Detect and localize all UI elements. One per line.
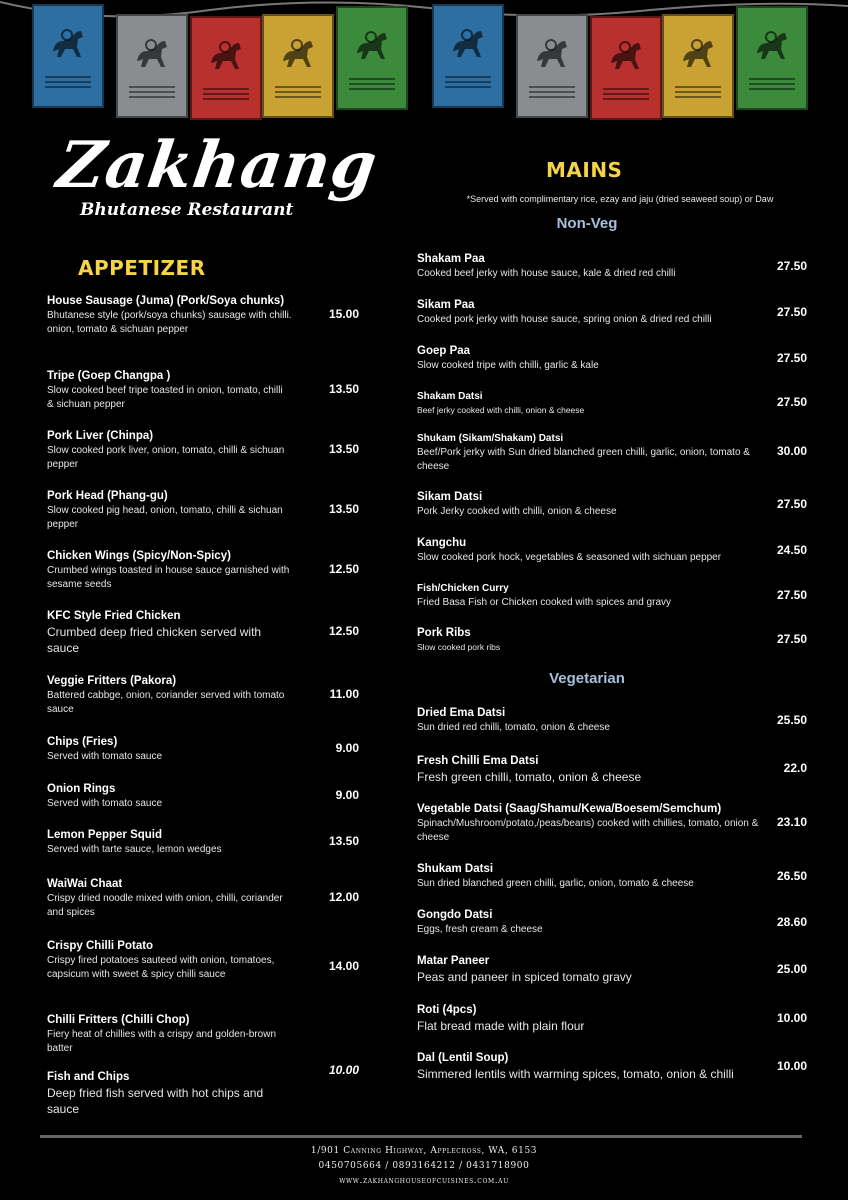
menu-item-description: Fried Basa Fish or Chicken cooked with spices and gravy [417, 597, 672, 608]
flag-text-lines [275, 83, 321, 101]
menu-item-description: Deep fried fish served with hot chips and sauce [47, 1086, 264, 1116]
footer-divider [40, 1135, 802, 1138]
flag-text-lines [529, 83, 575, 101]
menu-item-price: 15.00 [328, 307, 359, 321]
menu-item-price: 9.00 [335, 741, 359, 755]
menu-item-name: Chilli Fritters (Chilli Chop) [47, 1014, 190, 1026]
menu-item-price: 23.10 [776, 815, 807, 829]
prayer-flag [590, 16, 662, 120]
menu-item [417, 490, 762, 519]
menu-item [417, 908, 762, 937]
menu-item-price: 27.50 [776, 588, 807, 602]
menu-item-price: 26.50 [776, 869, 807, 883]
menu-item [417, 754, 762, 785]
horse-icon [203, 33, 249, 79]
menu-item-price: 27.50 [776, 632, 807, 646]
menu-item-price: 13.50 [328, 442, 359, 456]
menu-item-description: Crispy fired potatoes sauteed with onion, tomatoes, capsicum with sweet & spicy chilli sauce [47, 955, 275, 980]
menu-item-description: Crispy dried noodle mixed with onion, chilli, coriander and spices [47, 893, 283, 918]
menu-item-price: 10.00 [328, 1063, 359, 1077]
menu-item-name: Shukam (Sikam/Shakam) Datsi [417, 433, 564, 444]
horse-icon [129, 31, 175, 77]
mains-heading: MAINS [546, 158, 623, 182]
menu-item [417, 802, 762, 845]
menu-item-price: 12.50 [328, 624, 359, 638]
menu-item-description: Peas and paneer in spiced tomato gravy [417, 970, 632, 984]
menu-item-description: Slow cooked pig head, onion, tomato, chilli & sichuan pepper [47, 505, 283, 530]
menu-item-price: 27.50 [776, 395, 807, 409]
footer-website: www.zakhanghouseofcuisines.com.au [339, 1176, 509, 1186]
restaurant-logo [50, 128, 383, 228]
flag-text-lines [675, 83, 721, 101]
menu-item-price: 25.50 [776, 713, 807, 727]
menu-item-description: Beef jerky cooked with chilli, onion & cheese [417, 405, 585, 415]
menu-item-name: Tripe (Goep Changpa ) [47, 370, 171, 382]
menu-item [417, 252, 762, 281]
menu-item-name: KFC Style Fried Chicken [47, 610, 181, 622]
menu-item [47, 549, 292, 592]
menu-item [417, 954, 762, 985]
logo-subtitle: Bhutanese Restaurant [80, 200, 294, 220]
menu-item-price: 10.00 [776, 1059, 807, 1073]
menu-item [47, 674, 292, 717]
menu-item-name: Goep Paa [417, 345, 471, 357]
prayer-flag [262, 14, 334, 118]
menu-item-description: Battered cabbge, onion, coriander served with tomato sauce [47, 690, 285, 715]
footer-address: 1/901 Canning Highway, Applecross, WA, 6153 [310, 1146, 538, 1156]
menu-item [47, 489, 292, 532]
menu-item-description: Simmered lentils with warming spices, tomato, onion & chilli [417, 1067, 734, 1081]
menu-item-name: House Sausage (Juma) (Pork/Soya chunks) [47, 295, 285, 307]
menu-item-description: Cooked beef jerky with house sauce, kale & dried red chilli [417, 268, 676, 279]
menu-item-name: Lemon Pepper Squid [47, 829, 163, 841]
menu-item-name: Chips (Fries) [47, 736, 118, 748]
nonveg-heading: Non-Veg [556, 215, 618, 232]
prayer-flag [190, 16, 262, 120]
menu-item-description: Slow cooked pork hock, vegetables & seasoned with sichuan pepper [417, 552, 722, 563]
horse-icon [275, 31, 321, 77]
menu-item [47, 369, 292, 412]
menu-item-name: Crispy Chilli Potato [47, 940, 154, 952]
menu-item-price: 27.50 [776, 305, 807, 319]
menu-item-name: Fresh Chilli Ema Datsi [417, 755, 539, 767]
horse-icon [45, 21, 91, 67]
menu-item-description: Served with tomato sauce [47, 798, 163, 809]
menu-item [417, 706, 762, 735]
flag-text-lines [349, 75, 395, 93]
menu-item-description: Pork Jerky cooked with chilli, onion & cheese [417, 506, 617, 517]
menu-item [417, 1003, 762, 1034]
menu-item-name: Gongdo Datsi [417, 909, 493, 921]
menu-item [47, 828, 292, 857]
prayer-flag [736, 6, 808, 110]
menu-item-name: Fish and Chips [47, 1071, 130, 1083]
menu-item-description: Crumbed deep fried chicken served with sauce [47, 625, 262, 655]
footer-phones: 0450705664 / 0893164212 / 0431718900 [318, 1161, 530, 1171]
menu-item-price: 28.60 [776, 915, 807, 929]
menu-item [417, 1051, 762, 1082]
menu-item-price: 10.00 [776, 1011, 807, 1025]
menu-item [47, 294, 292, 337]
horse-icon [445, 21, 491, 67]
menu-item [47, 429, 292, 472]
horse-icon [529, 31, 575, 77]
menu-item-name: WaiWai Chaat [47, 878, 123, 890]
menu-item-description: Eggs, fresh cream & cheese [417, 924, 543, 935]
menu-item-price: 30.00 [776, 444, 807, 458]
menu-item [47, 877, 292, 920]
prayer-flag [432, 4, 504, 108]
menu-item-name: Sikam Datsi [417, 491, 483, 503]
menu-item-name: Roti (4pcs) [417, 1004, 477, 1016]
menu-item-price: 27.50 [776, 497, 807, 511]
menu-item [47, 735, 292, 764]
prayer-flag [516, 14, 588, 118]
menu-item [417, 344, 762, 373]
menu-item-name: Pork Liver (Chinpa) [47, 430, 154, 442]
menu-item-name: Veggie Fritters (Pakora) [47, 675, 177, 687]
menu-item-price: 27.50 [776, 351, 807, 365]
menu-item [47, 609, 292, 656]
menu-item-description: Beef/Pork jerky with Sun dried blanched green chilli, garlic, onion, tomato & cheese [417, 447, 750, 472]
menu-item-price: 9.00 [335, 788, 359, 802]
flag-text-lines [445, 73, 491, 91]
menu-item-description: Fresh green chilli, tomato, onion & cheese [417, 770, 642, 784]
horse-icon [749, 23, 795, 69]
flag-text-lines [129, 83, 175, 101]
menu-item-description: Slow cooked beef tripe toasted in onion, tomato, chilli & sichuan pepper [47, 385, 283, 410]
menu-item-name: Onion Rings [47, 783, 116, 795]
flag-text-lines [203, 85, 249, 103]
menu-item-description: Slow cooked pork ribs [417, 642, 501, 652]
flag-text-lines [45, 73, 91, 91]
menu-item [417, 581, 762, 610]
menu-item [47, 1013, 292, 1056]
menu-item-name: Chicken Wings (Spicy/Non-Spicy) [47, 550, 231, 562]
menu-item-price: 11.00 [329, 687, 359, 701]
prayer-flag [336, 6, 408, 110]
menu-item-name: Pork Ribs [417, 627, 471, 639]
prayer-flag [32, 4, 104, 108]
menu-item-description: Cooked pork jerky with house sauce, spring onion & dried red chilli [417, 314, 712, 325]
menu-item-price: 25.00 [776, 962, 807, 976]
menu-item-description: Served with tarte sauce, lemon wedges [47, 844, 222, 855]
menu-item-description: Slow cooked pork liver, onion, tomato, chilli & sichuan pepper [47, 445, 285, 470]
menu-item-price: 27.50 [776, 259, 807, 273]
menu-item-name: Pork Head (Phang-gu) [47, 490, 168, 502]
menu-item-price: 12.00 [328, 890, 359, 904]
horse-icon [675, 31, 721, 77]
menu-item-description: Slow cooked tripe with chilli, garlic & kale [417, 360, 599, 371]
menu-item-description: Sun dried red chilli, tomato, onion & cheese [417, 722, 610, 733]
horse-icon [603, 33, 649, 79]
menu-item-price: 22.0 [783, 761, 807, 775]
menu-item [417, 298, 762, 327]
menu-item-price: 12.50 [328, 562, 359, 576]
menu-item-price: 14.00 [328, 959, 359, 973]
menu-item [417, 626, 762, 654]
menu-item-description: Flat bread made with plain flour [417, 1019, 585, 1033]
menu-item-description: Served with tomato sauce [47, 751, 163, 762]
veg-heading: Vegetarian [549, 670, 625, 687]
menu-item-price: 13.50 [328, 382, 359, 396]
logo-title: Zakhang [52, 128, 383, 203]
menu-item [47, 1070, 292, 1117]
horse-icon [349, 23, 395, 69]
menu-item-name: Shakam Paa [417, 253, 485, 265]
menu-item [47, 939, 292, 982]
menu-item-name: Sikam Paa [417, 299, 475, 311]
menu-item [417, 389, 762, 417]
mains-note: *Served with complimentary rice, ezay and jaju (dried seaweed soup) or Daw [466, 194, 774, 204]
menu-item [417, 536, 762, 565]
menu-item-name: Shukam Datsi [417, 863, 494, 875]
menu-item [417, 431, 762, 474]
menu-item-description: Bhutanese style (pork/soya chunks) sausage with chilli. onion, tomato & sichuan pepper [47, 310, 292, 335]
prayer-flag [662, 14, 734, 118]
prayer-flags [0, 0, 848, 120]
menu-item [47, 782, 292, 811]
menu-item-name: Kangchu [417, 537, 467, 549]
menu-item-price: 24.50 [776, 543, 807, 557]
menu-item-price: 13.50 [328, 834, 359, 848]
menu-item-description: Spinach/Mushroom/potato,/peas/beans) cooked with chillies, tomato, onion & cheese [417, 818, 759, 843]
menu-item-name: Vegetable Datsi (Saag/Shamu/Kewa/Boesem/Semchum) [417, 803, 722, 815]
menu-item-name: Matar Paneer [417, 955, 490, 967]
flag-text-lines [749, 75, 795, 93]
flag-text-lines [603, 85, 649, 103]
appetizer-heading: APPETIZER [78, 256, 206, 280]
menu-item-description: Fiery heat of chillies with a crispy and golden-brown batter [47, 1029, 276, 1054]
menu-item-price: 13.50 [328, 502, 359, 516]
menu-item-name: Fish/Chicken Curry [417, 583, 509, 594]
menu-item-description: Crumbed wings toasted in house sauce garnished with sesame seeds [47, 565, 290, 590]
menu-item [417, 862, 762, 891]
menu-item-name: Shakam Datsi [417, 391, 483, 402]
menu-item-name: Dal (Lentil Soup) [417, 1052, 509, 1064]
menu-item-name: Dried Ema Datsi [417, 707, 506, 719]
menu-item-description: Sun dried blanched green chilli, garlic, onion, tomato & cheese [417, 878, 694, 889]
prayer-flag [116, 14, 188, 118]
